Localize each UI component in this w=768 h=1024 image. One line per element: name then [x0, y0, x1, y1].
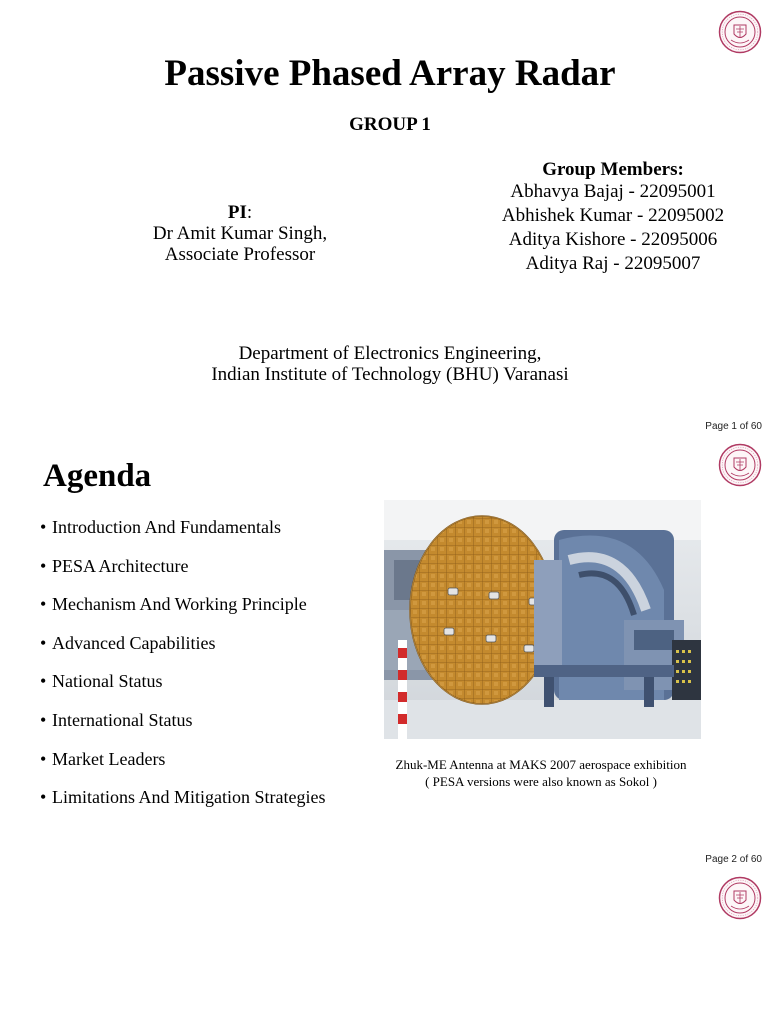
agenda-item — [40, 629, 325, 668]
page-number: Page 1 of 60 — [705, 421, 762, 432]
bullet: • — [40, 517, 47, 537]
pi-block — [100, 202, 380, 265]
agenda-item-text: Introduction And Fundamentals — [52, 517, 281, 537]
department-line: Department of Electronics Engineering, — [238, 343, 542, 364]
pi-name: Dr Amit Kumar Singh, — [152, 223, 328, 244]
agenda-item — [40, 513, 325, 552]
bullet: • — [40, 594, 47, 615]
agenda-item — [40, 552, 325, 591]
members-list — [478, 180, 748, 276]
antenna-photo — [384, 500, 701, 739]
bullet: • — [40, 787, 47, 808]
pi-title: Associate Professor — [164, 244, 316, 265]
agenda-item — [40, 745, 325, 784]
member-item: Abhavya Bajaj - 22095001 — [510, 181, 716, 202]
agenda-title: Agenda — [43, 458, 152, 494]
agenda-item — [40, 706, 325, 745]
slide-title: Passive Phased Array Radar — [164, 53, 616, 94]
pi-colon: : — [246, 202, 253, 223]
bullet: • — [40, 671, 47, 692]
member-item: Aditya Raj - 22095007 — [525, 253, 701, 274]
agenda-item — [40, 783, 325, 822]
agenda-list — [40, 513, 325, 822]
bullet: • — [40, 555, 47, 576]
department-block — [0, 343, 768, 385]
caption-line: Zhuk-ME Antenna at MAKS 2007 aerospace exhibition — [395, 757, 687, 772]
bullet: • — [40, 709, 47, 730]
agenda-item-text: Advanced Capabilities — [52, 632, 216, 653]
university-seal-logo — [718, 876, 762, 920]
agenda-item-text: Mechanism And Working Principle — [52, 594, 307, 615]
members-heading: Group Members: — [542, 159, 684, 180]
university-seal-logo — [718, 443, 762, 487]
agenda-item-text: International Status — [52, 709, 193, 730]
pi-label: PI — [227, 202, 247, 223]
agenda-item-text: PESA Architecture — [52, 555, 189, 576]
photo-caption — [366, 756, 716, 790]
caption-line: ( PESA versions were also known as Sokol ) — [425, 774, 657, 789]
pi-label-line — [100, 202, 380, 223]
bullet: • — [40, 748, 47, 769]
agenda-item — [40, 667, 325, 706]
bullet: • — [40, 632, 47, 653]
agenda-item-text: Limitations And Mitigation Strategies — [52, 787, 326, 808]
page-number: Page 2 of 60 — [705, 854, 762, 865]
university-seal-logo — [718, 10, 762, 54]
agenda-item-text: Market Leaders — [52, 748, 166, 769]
member-item: Abhishek Kumar - 22095002 — [501, 205, 725, 226]
institute-line: Indian Institute of Technology (BHU) Varanasi — [211, 364, 569, 385]
agenda-item — [40, 590, 325, 629]
group-label: GROUP 1 — [349, 114, 431, 135]
agenda-item-text: National Status — [52, 671, 163, 692]
member-item: Aditya Kishore - 22095006 — [508, 229, 718, 250]
